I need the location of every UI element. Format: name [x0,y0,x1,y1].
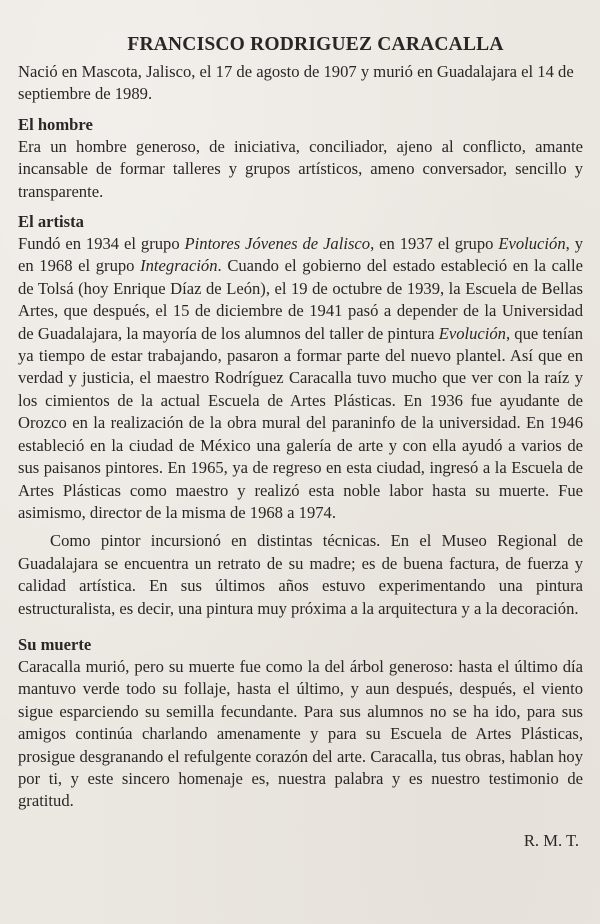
text-run: Fundó en 1934 el grupo [18,234,185,254]
section-su-muerte [18,634,583,813]
document-title: FRANCISCO RODRIGUEZ CARACALLA [127,34,504,55]
italic-group-name: Integración [140,256,218,276]
italic-workshop-name: Evolución [438,323,506,343]
document-body [18,34,583,851]
author-signature: R. M. T. [523,830,579,850]
section-heading: Su muerte [18,634,92,654]
text-run: . Cuando el gobierno del estado estableció en la calle de Tolsá (hoy Enrique Díaz de León), el 19 de octubre de 1939, la Escuela de Bellas Artes, que después, el 15 de diciembre de 1941 pasó a depender de la Universidad de Guadalajara, la mayoría de los alumnos del taller de pintura [18,256,583,343]
section-paragraph [18,233,583,524]
section-el-artista [18,211,583,620]
section-paragraph: Era un hombre generoso, de iniciativa, conciliador, ajeno al conflicto, amante incansable de formar talleres y grupos artísticos, ameno conversador, sencillo y transparente. [18,136,583,201]
section-heading: El artista [18,212,84,232]
section-heading: El hombre [18,114,93,134]
italic-group-name: Evolución [498,234,566,254]
text-run: , y en 1968 el grupo [18,234,583,276]
section-paragraph: Como pintor incursionó en distintas técnicas. En el Museo Regional de Guadalajara se encuentra un retrato de su madre; es de buena factura, de fuerza y calidad artística. En sus últimos años estuvo experimentando una pintura estructuralista, es decir, una pintura muy próxima a la arquitectura y a la decoración. [18,531,583,618]
intro-paragraph: Nació en Mascota, Jalisco, el 17 de agosto de 1907 y murió en Guadalajara el 14 de septiembre de 1989. [18,62,574,104]
text-run: , en 1937 el grupo [370,234,499,254]
section-paragraph: Caracalla murió, pero su muerte fue como la del árbol generoso: hasta el último día mantuvo verde todo su follaje, hasta el último, y aun después, después, el viento sigue esparciendo su semilla fecundante. Para sus alumnos no se ha ido, para sus amigos continúa charlando amenamente y para su Escuela de Artes Plásticas, prosigue desgranando el refulgente corazón del arte. Caracalla, tus obras, hablan hoy por ti, y este sincero homenaje es, nuestra palabra y es nuestro testimonio de gratitud. [18,656,583,811]
section-el-hombre [18,114,583,203]
italic-group-name: Pintores Jóvenes de Jalisco [184,234,371,254]
text-run: , que tenían ya tiempo de estar trabajando, pasaron a formar parte del nuevo plantel. Así que en verdad y justicia, el maestro Rodríguez Caracalla tuvo mucho que ver con la raíz y los cimientos de la actual Escuela de Artes Plásticas. En 1936 fue ayudante de Orozco en la realización de la obra mural del paraninfo de la universidad. En 1946 estableció en la ciudad de México una galería de arte y con ella ayudó a varios de sus paisanos pintores. En 1965, ya de regreso en esta ciudad, ingresó a la Escuela de Artes Plásticas como maestro y realizó esta noble labor hasta su muerte. Fue asimismo, director de la misma de 1968 a 1974. [18,323,584,522]
